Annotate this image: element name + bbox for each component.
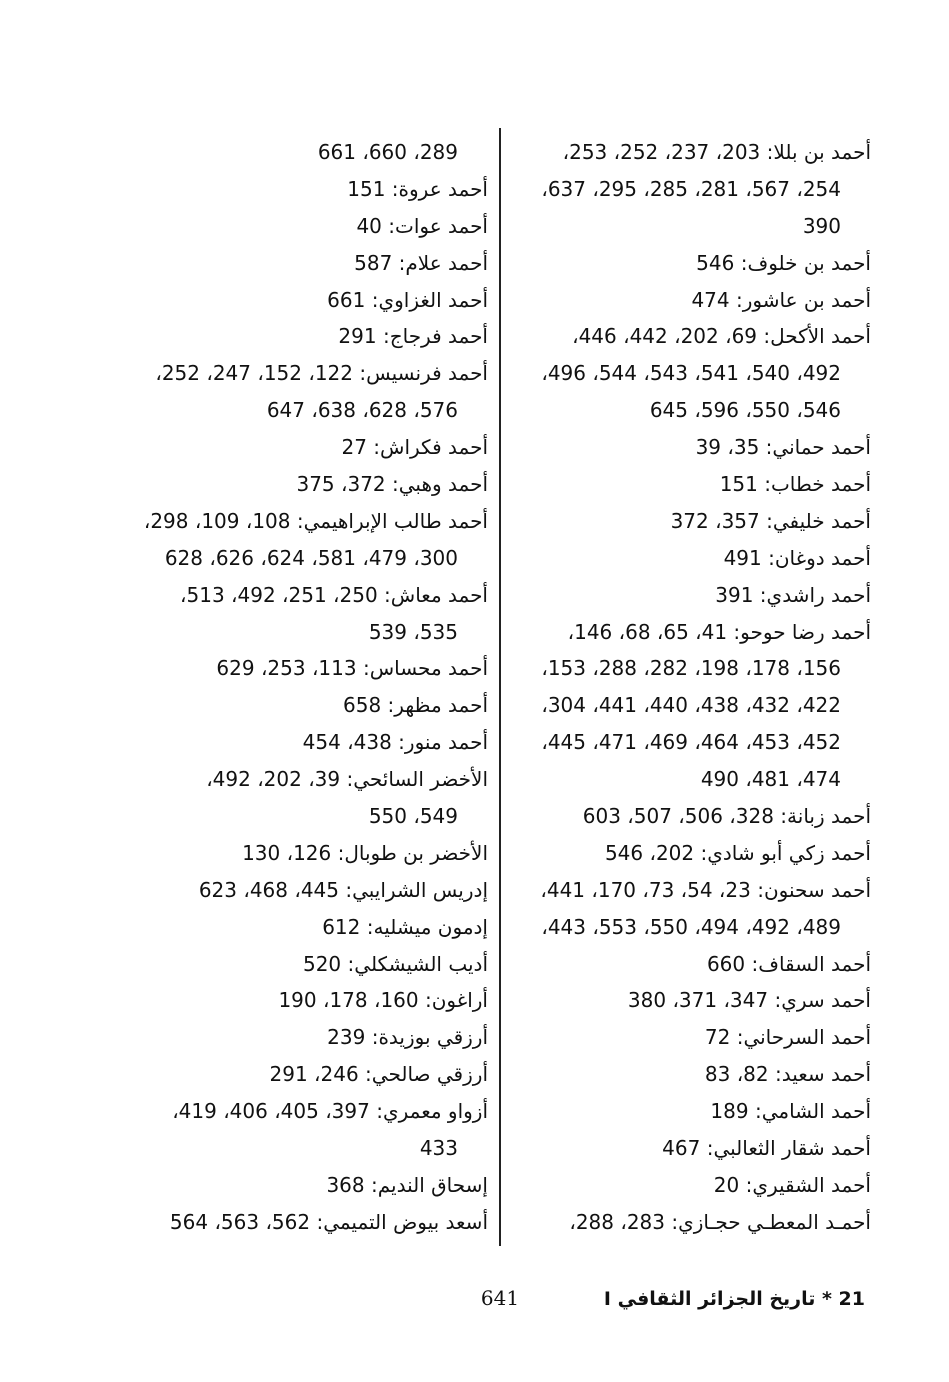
index-entry-continuation: 156، 178، 198، 282، 288، 153،	[541, 656, 841, 681]
index-entry-continuation: 300، 479، 581، 624، 626، 628	[164, 545, 458, 570]
index-entry: أحمد فرنسيس: 122، 152، 247، 252،	[155, 361, 488, 386]
index-entry: أرزقي صالحي: 246، 291	[269, 1062, 488, 1087]
running-footer-title: 21 * تاريخ الجزائر الثقافي I	[603, 1288, 865, 1310]
index-entry: أحمد سري: 347، 371، 380	[627, 988, 871, 1013]
column-divider	[499, 128, 501, 1246]
index-entry-continuation: 289، 660، 661	[317, 140, 458, 164]
index-entry: أزواو معمري: 397، 405، 406، 419،	[172, 1099, 488, 1124]
index-entry: أسعد بيوض التميمي: 562، 563، 564	[169, 1209, 488, 1234]
index-entry-continuation: 576، 628، 638، 647	[266, 398, 458, 423]
index-entry: أحمد الأكحل: 69، 202، 442، 446،	[572, 324, 871, 349]
index-entry-continuation: 474، 481، 490	[700, 767, 841, 792]
index-entry: أحمد زبانة: 328، 506، 507، 603	[582, 804, 871, 829]
index-entry: أحمد حماني: 35، 39	[695, 435, 871, 460]
index-entry-continuation: 535، 539	[368, 619, 458, 644]
index-entry: أحمد سعيد: 82، 83	[704, 1062, 871, 1087]
index-entry: أحمد خطاب: 151	[719, 472, 871, 497]
index-entry-continuation: 422، 432، 438، 440، 441، 304،	[541, 693, 841, 718]
index-entry-continuation: 254، 567، 281، 285، 295، 637،	[541, 176, 841, 201]
index-entry: أراغون: 160، 178، 190	[278, 988, 488, 1013]
index-entry-continuation: 546، 550، 596، 645	[649, 398, 841, 423]
index-entry: أديب الشيشكلي: 520	[302, 951, 488, 976]
index-entry: أحمد بن عاشور: 474	[691, 287, 871, 312]
index-entry: أحمد منور: 438، 454	[302, 730, 488, 755]
index-entry: أحمد مظهر: 658	[343, 693, 488, 718]
index-entry: الأخضر بن طوبال: 126، 130	[242, 840, 488, 865]
index-entry-continuation: 549، 550	[368, 804, 458, 829]
index-entry: أحمد معاش: 250، 251، 492، 513،	[180, 582, 488, 607]
index-entry: أحمد دوغان: 491	[723, 545, 871, 570]
index-entry: أحمد السقاف: 660	[706, 951, 871, 976]
index-entry-continuation: 489، 492، 494، 550، 553، 443،	[541, 914, 841, 939]
page-number: 641	[480, 1286, 520, 1310]
index-column-right	[515, 134, 871, 1241]
index-column-left	[130, 134, 488, 1241]
index-entry: أحمد عروة: 151	[347, 176, 488, 201]
index-entry: أحمد محساس: 113، 253، 629	[216, 656, 488, 681]
index-entry: أحمد شقار الثعالبي: 467	[662, 1136, 871, 1161]
index-entry-continuation: 452، 453، 464، 469، 471، 445،	[541, 730, 841, 755]
index-entry: أحمد الشامي: 189	[710, 1099, 871, 1124]
index-entry-continuation: 492، 540، 541، 543، 544، 496،	[541, 361, 841, 386]
index-entry-continuation: 390	[802, 213, 841, 238]
index-entry: أحمد عوات: 40	[356, 213, 488, 238]
index-entry: أرزقي بوزيدة: 239	[327, 1025, 488, 1050]
index-entry: أحمد خليفي: 357، 372	[670, 508, 871, 533]
index-entry: أحمد رضا حوحو: 41، 65، 68، 146،	[567, 619, 871, 644]
index-entry-continuation: 433	[419, 1136, 458, 1161]
index-entry: أحمد زكي أبو شادي: 202، 546	[604, 840, 871, 865]
index-entry: أحمد سحنون: 23، 54، 73، 170، 441،	[540, 877, 871, 902]
index-entry: أحمد فكراش: 27	[341, 435, 488, 460]
index-entry: أحمد بن خلوف: 546	[696, 250, 871, 275]
index-entry: أحمد بن بللا: 203، 237، 252، 253،	[562, 140, 871, 164]
index-entry: أحمد طالب الإبراهيمي: 108، 109، 298،	[143, 508, 488, 533]
index-entry: أحمد علام: 587	[354, 250, 488, 275]
index-entry: أحمد السرحاني: 72	[704, 1025, 871, 1050]
index-entry: إدريس الشرايبي: 445، 468، 623	[198, 877, 488, 902]
index-entry: أحمد الغزاوي: 661	[327, 287, 488, 312]
index-entry: أحمد وهبي: 372، 375	[296, 472, 488, 497]
index-entry: أحمد فرجاج: 291	[338, 324, 488, 349]
index-entry: إدمون ميشليه: 612	[322, 914, 488, 939]
index-entry: إسحاق النديم: 368	[326, 1172, 488, 1197]
index-entry: أحمد راشدي: 391	[715, 582, 871, 607]
index-entry: الأخضر السائحي: 39، 202، 492،	[206, 767, 488, 792]
index-entry: أحمـد المعطـي حجـازي: 283، 288،	[569, 1209, 871, 1234]
index-entry: أحمد الشقيري: 20	[713, 1172, 871, 1197]
